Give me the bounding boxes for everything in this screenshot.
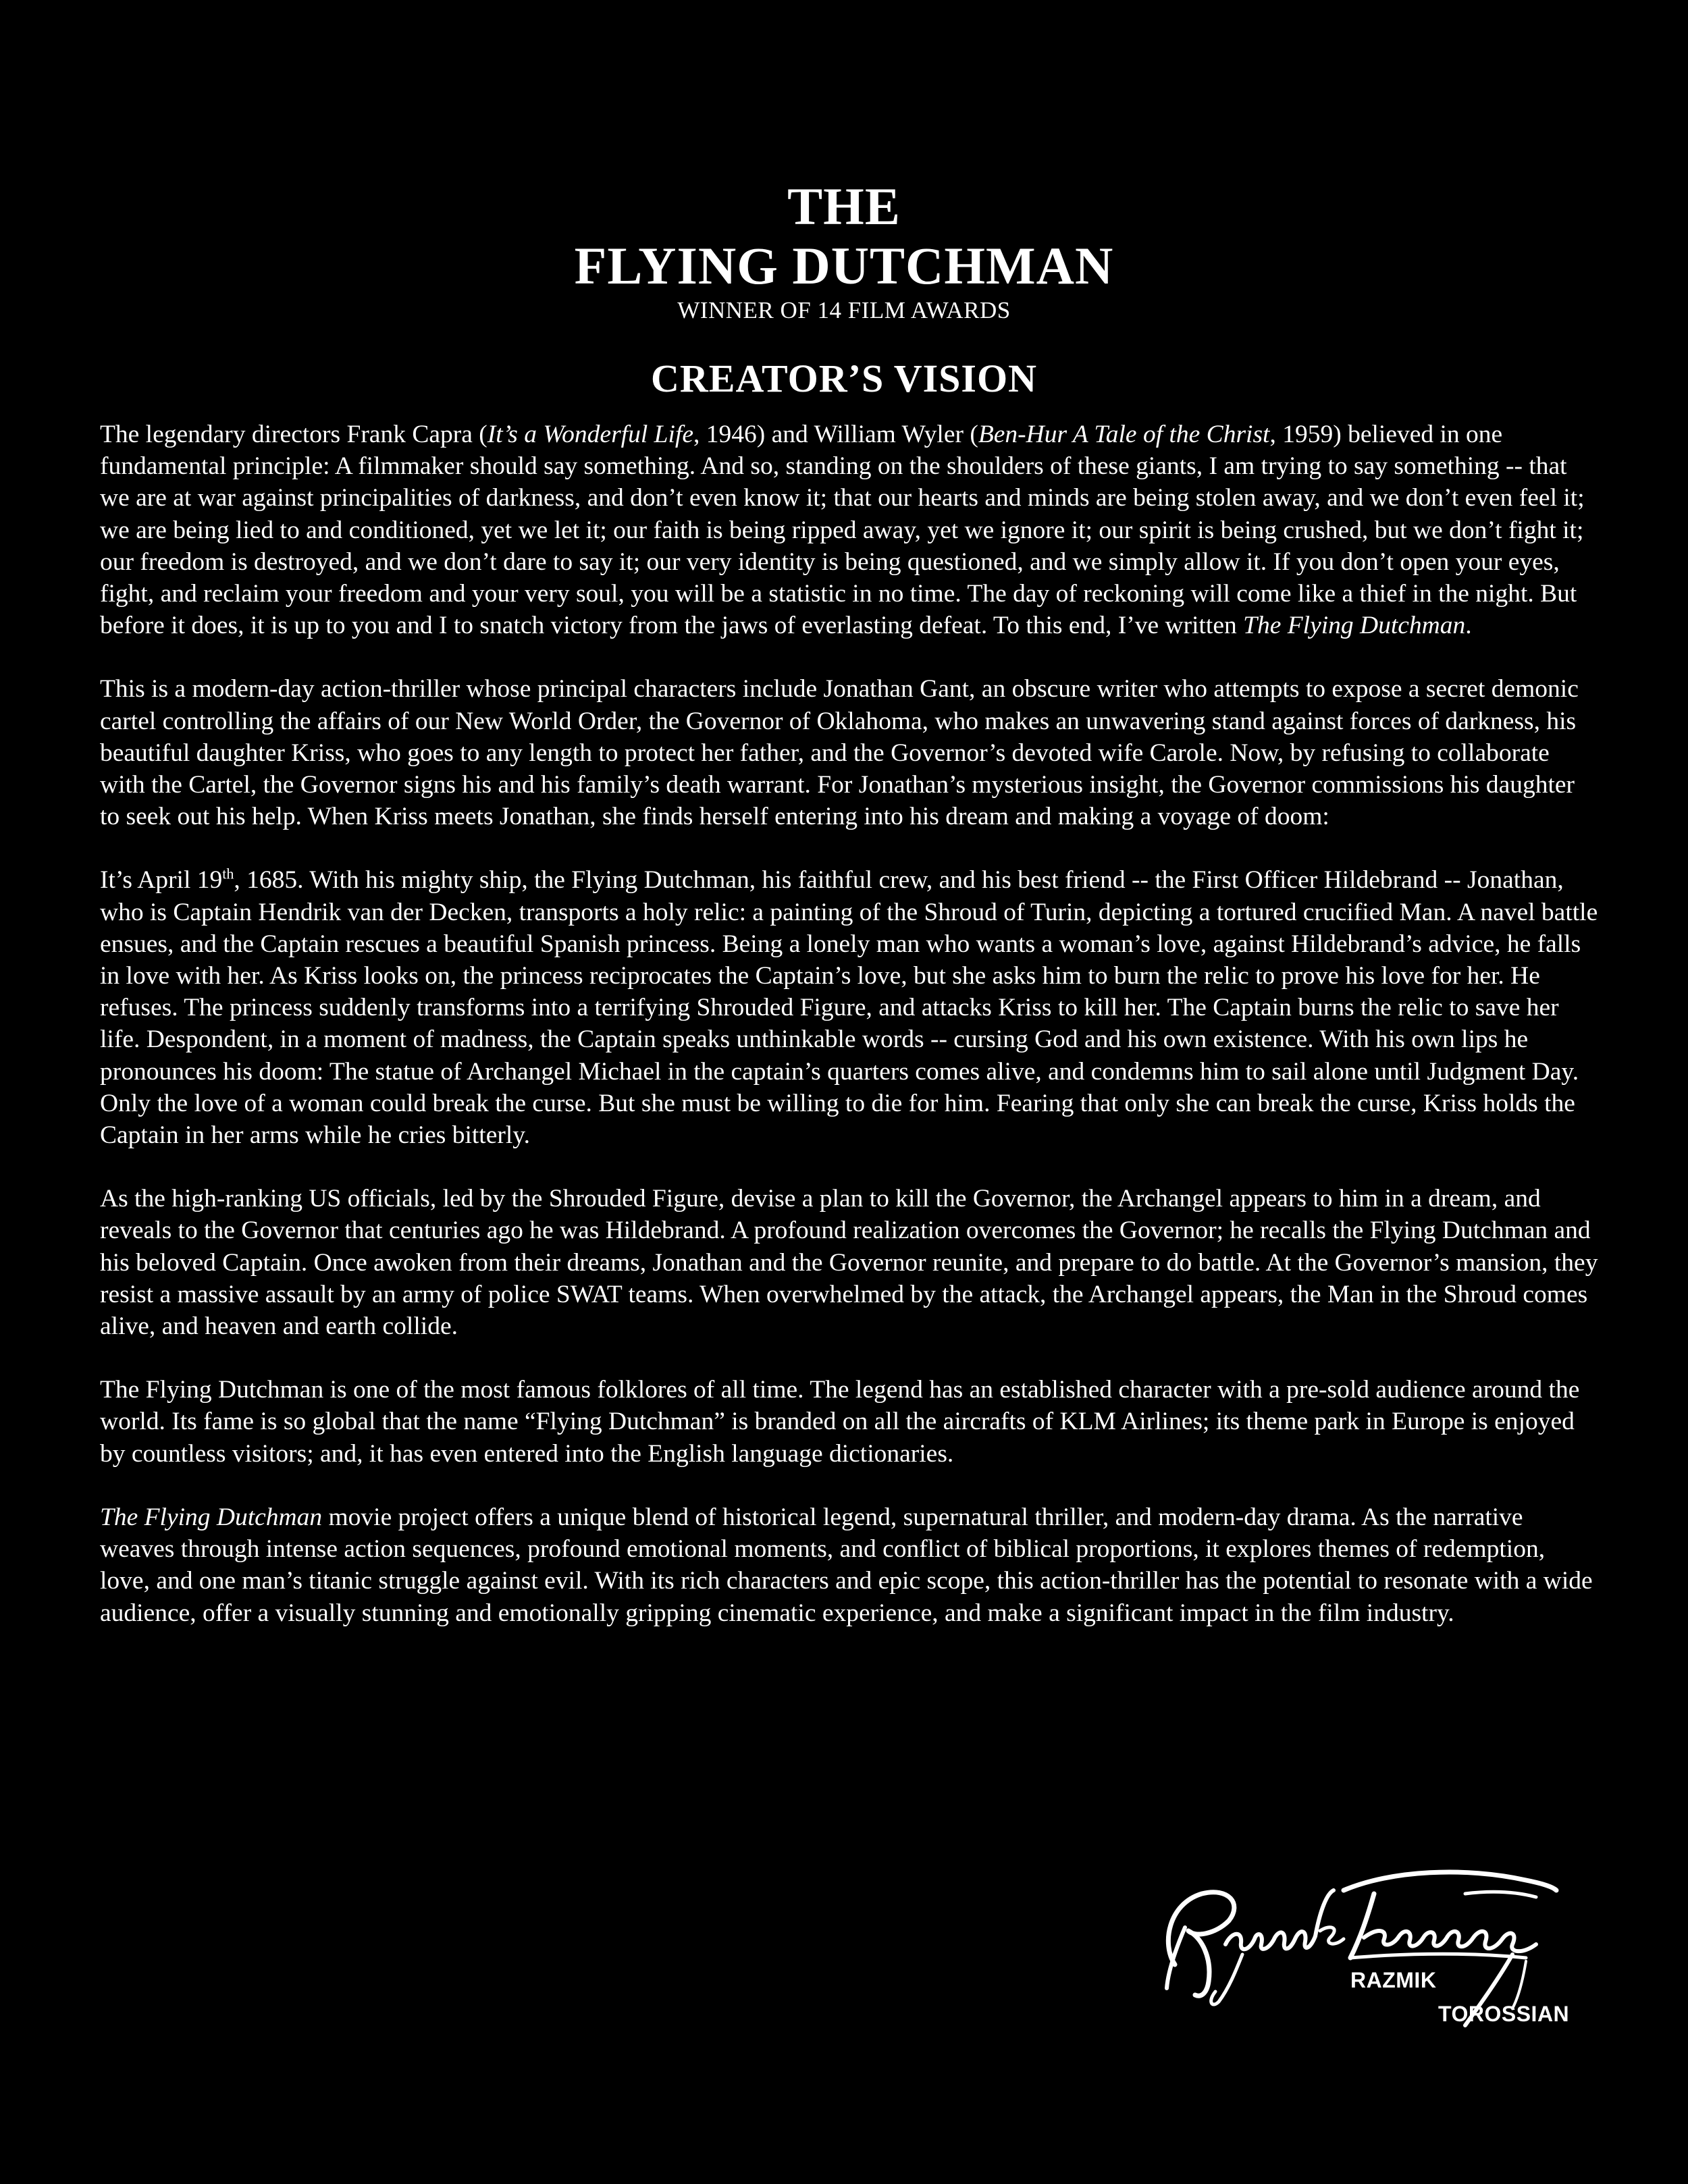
signature-block xyxy=(1148,1863,1570,2039)
paragraph-conclusion xyxy=(100,1501,1600,1629)
signature-first-name: RAZMIK xyxy=(1350,1968,1437,1992)
title-line-flying-dutchman: FLYING DUTCHMAN xyxy=(574,236,1114,295)
section-heading: CREATOR’S VISION xyxy=(651,356,1037,400)
text-run: . xyxy=(1465,612,1472,640)
awards-subtitle: WINNER OF 14 FILM AWARDS xyxy=(677,297,1011,323)
text-run: , 1959) believed in one fundamental principle: A filmmaker should say something. And so, standing on the shoulders of these giants, I am trying to say something -- that we are at war against principalities of darkness, and don’t even know it; that our hearts and minds are being stolen away, and we don’t even feel it; we are being lied to and conditioned, yet we let it; our faith is being ripped away, yet we ignore it; our spirit is being crushed, but we don’t fight it; our freedom is destroyed, and we don’t dare to say it; our very identity is being questioned, and we simply allow it. If you don’t open your eyes, fight, and reclaim your freedom and your very soul, you will be a statistic in no time. The day of reckoning will come like a thief in the night. But before it does, it is up to you and I to snatch victory from the jaws of everlasting defeat. To this end, I’ve written xyxy=(100,421,1585,640)
film-title-italic: The Flying Dutchman xyxy=(100,1503,323,1531)
paragraph-legend: The Flying Dutchman is one of the most famous folklores of all time. The legend has an established character with a pre-sold audience around the world. Its fame is so global that the name “Flying Dutchman” is branded on all the aircrafts of KLM Airlines; its theme park in Europe is enjoyed by countless visitors; and, it has even entered into the English language dictionaries. xyxy=(100,1376,1580,1468)
text-run: It’s April 19 xyxy=(100,866,223,895)
film-title-italic: Ben-Hur A Tale of the Christ xyxy=(978,421,1270,448)
film-title-italic: The Flying Dutchman xyxy=(1243,612,1466,640)
paragraph-premise: This is a modern-day action-thriller whose principal characters include Jonathan Gant, an obscure writer who attempts to expose a secret demonic cartel controlling the affairs of our New World Order, the Governor of Oklahoma, who makes an unwavering stand against forces of darkness, his beautiful daughter Kriss, who goes to any length to protect her father, and the Governor’s devoted wife Carole. Now, by refusing to collaborate with the Cartel, the Governor signs his and his family’s death warrant. For Jonathan’s mysterious insight, the Governor commissions his daughter to seek out his help. When Kriss meets Jonathan, she finds herself entering into his dream and making a voyage of doom: xyxy=(100,675,1579,831)
paragraph-intro xyxy=(100,419,1600,641)
paragraph-dream-voyage xyxy=(100,864,1600,1151)
signature-last-name: TOROSSIAN xyxy=(1438,2002,1570,2026)
text-run: movie project offers a unique blend of historical legend, supernatural thriller, and modern-day drama. As the narrative weaves through intense action sequences, profound emotional moments, and conflict of biblical proportions, it explores themes of redemption, love, and one man’s titanic struggle against evil. With its rich characters and epic scope, this action-thriller has the potential to resonate with a wide audience, offer a visually stunning and emotionally gripping cinematic experience, and make a significant impact in the film industry. xyxy=(100,1503,1593,1627)
body-text xyxy=(100,419,1600,1661)
ordinal-superscript: th xyxy=(222,865,234,882)
text-run: The legendary directors Frank Capra ( xyxy=(100,421,487,448)
text-run: , 1685. With his mighty ship, the Flying Dutchman, his faithful crew, and his best friend -- the First Officer Hildebrand -- Jonathan, who is Captain Hendrik van der Decken, transports a holy relic: a painting of the Shroud of Turin, depicting a tortured crucified Man. A navel battle ensues, and the Captain rescues a beautiful Spanish princess. Being a lonely man who wants a woman’s love, against Hildebrand’s advice, he falls in love with her. As Kriss looks on, the princess reciprocates the Captain’s love, but she asks him to burn the relic to prove his love for her. He refuses. The princess suddenly transforms into a terrifying Shrouded Figure, and attacks Kriss to kill her. The Captain burns the relic to save her life. Despondent, in a moment of madness, the Captain speaks unthinkable words -- cursing God and his own existence. With his own lips he pronounces his doom: The statue of Archangel Michael in the captain’s quarters comes alive, and condemns him to sail alone until Judgment Day. Only the love of a woman could break the curse. But she must be willing to die for him. Fearing that only she can break the curse, Kriss holds the Captain in her arms while he cries bitterly. xyxy=(100,866,1598,1150)
title-line-the: THE xyxy=(787,177,901,236)
text-run: , 1946) and William Wyler ( xyxy=(693,421,978,448)
paragraph-climax: As the high-ranking US officials, led by the Shrouded Figure, devise a plan to kill the Governor, the Archangel appears to him in a dream, and reveals to the Governor that centuries ago he was Hildebrand. A profound realization overcomes the Governor; he recalls the Flying Dutchman and his beloved Captain. Once awoken from their dreams, Jonathan and the Governor reunite, and prepare to do battle. At the Governor’s mansion, they resist a massive assault by an army of police SWAT teams. When overwhelmed by the attack, the Archangel appears, the Man in the Shroud comes alive, and heaven and earth collide. xyxy=(100,1185,1598,1341)
film-title-italic: It’s a Wonderful Life xyxy=(487,421,693,448)
title-block xyxy=(0,177,1688,325)
